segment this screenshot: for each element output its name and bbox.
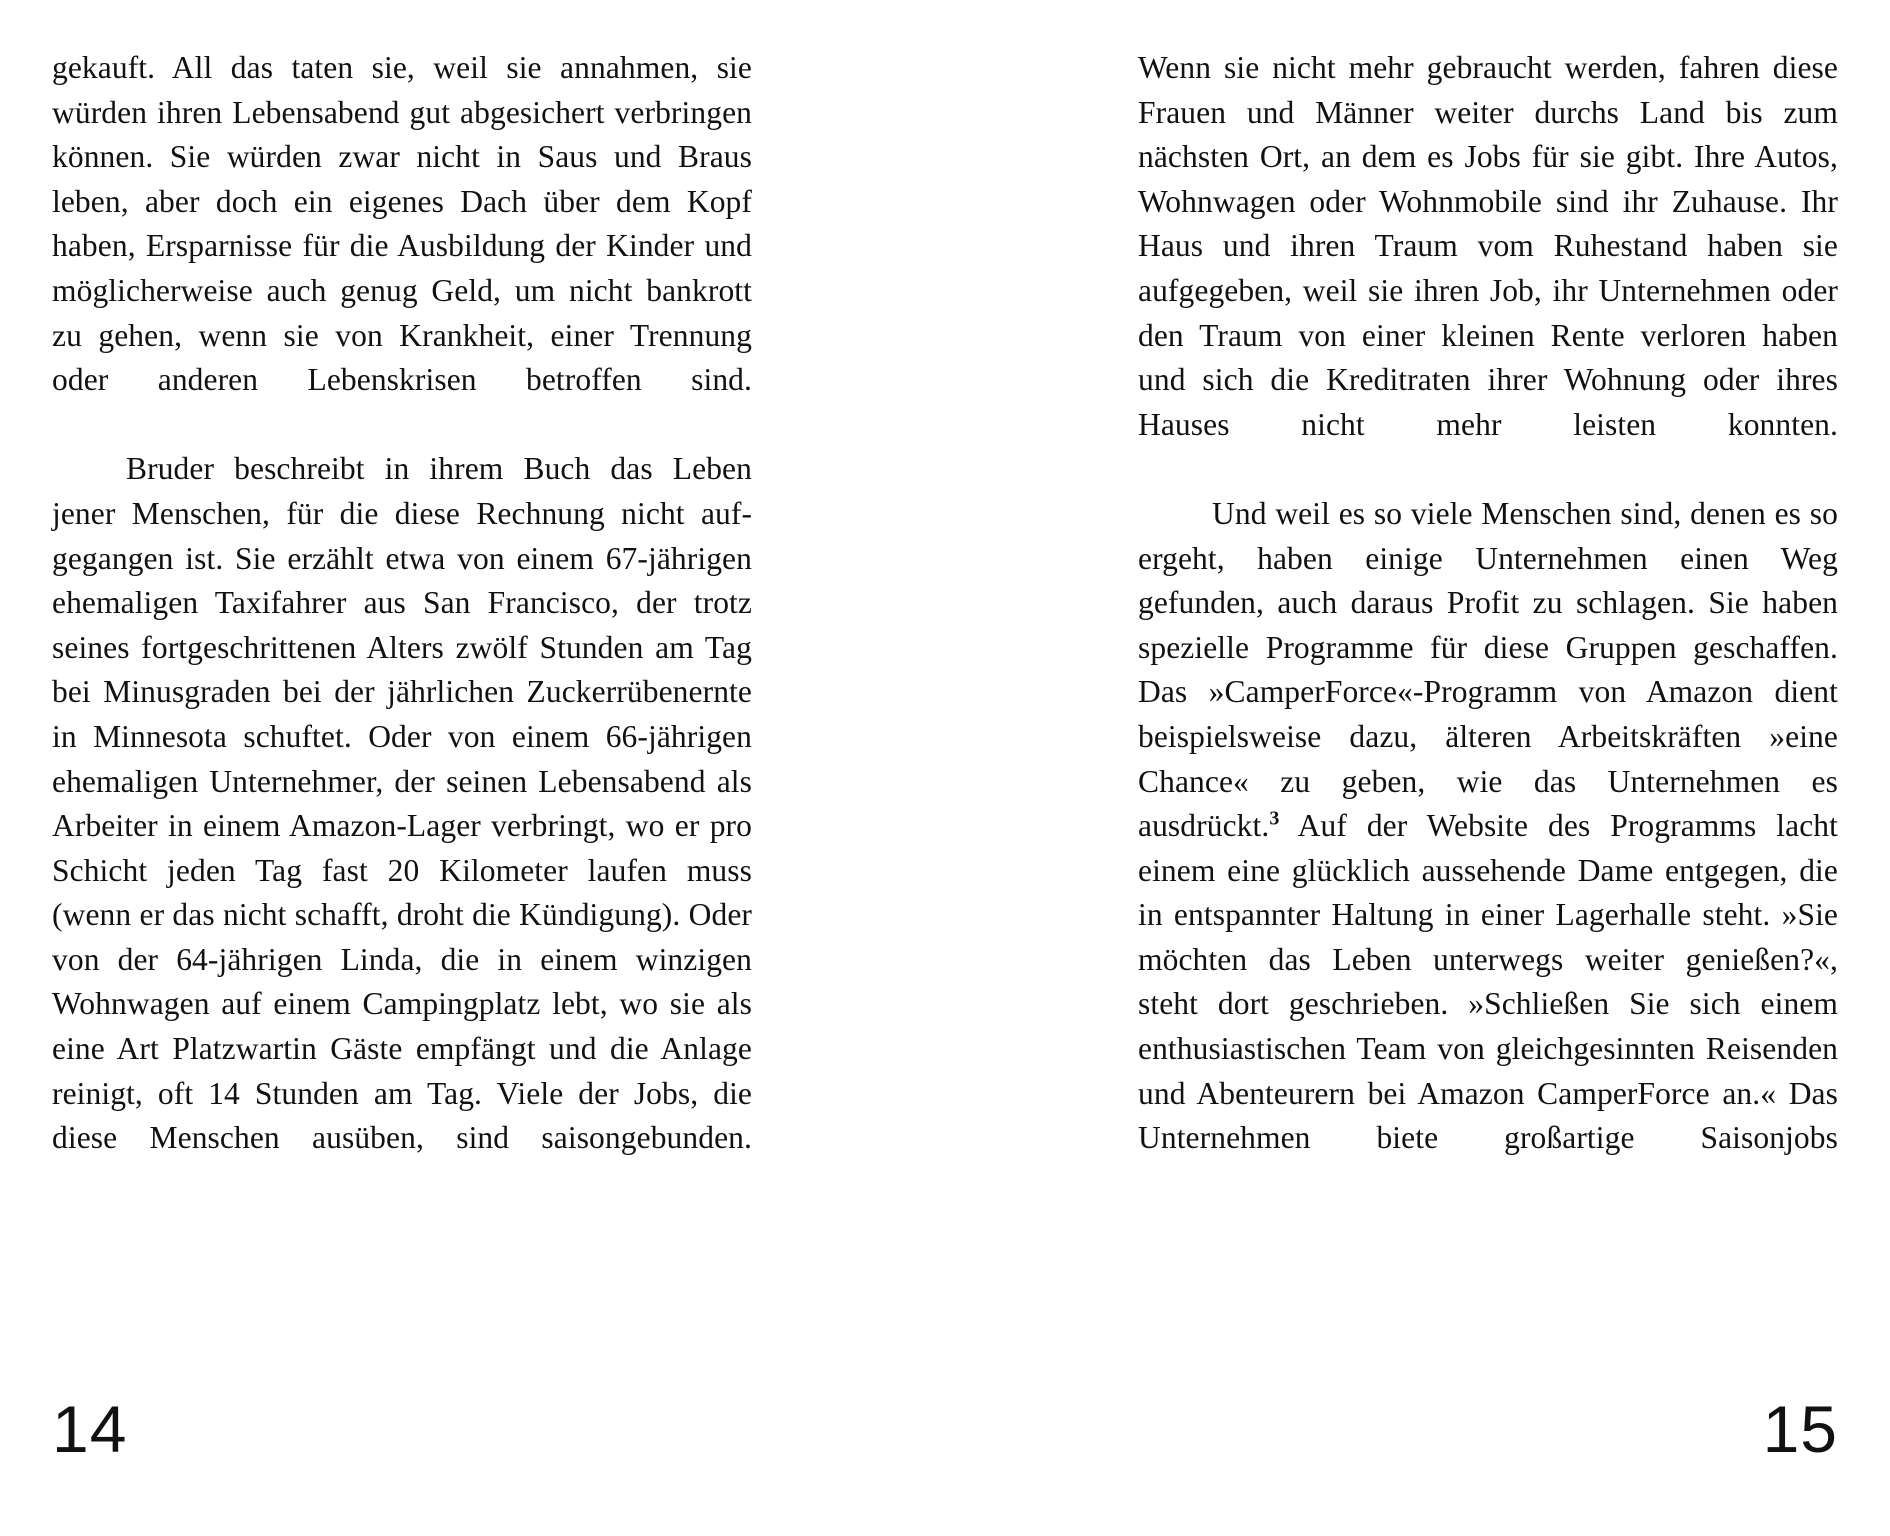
page-right — [945, 0, 1890, 1536]
paragraph: gekauft. All das taten sie, weil sie annahmen, sie würden ihren Lebensabend gut abgesichert verbringen können. Sie würden zwar nicht in Saus und Braus leben, aber doch ein eigenes Dach über dem Kopf haben, Ersparnisse für die Ausbildung der Kinder und möglicherweise auch genug Geld, um nicht bankrott zu gehen, wenn sie von Krankheit, einer Trennung oder anderen Lebenskrisen betroffen sind. — [52, 50, 752, 398]
text-column-right — [1138, 46, 1838, 1205]
paragraph: Wenn sie nicht mehr gebraucht werden, fahren diese Frauen und Männer weiter durchs Land bis zum nächsten Ort, an dem es Jobs für sie gibt. Ihre Autos, Wohnwagen oder Wohnmobile sind ihr Zuhause. Ihr Haus und ihren Traum vom Ruhestand haben sie aufgegeben, weil sie ihren Job, ihr Unternehmen oder den Traum von einer kleinen Rente verloren haben und sich die Kreditraten ihrer Wohnung oder ihres Hauses nicht mehr leisten konnten. — [1138, 50, 1838, 442]
paragraph-text-after-footnote: Auf der Website des Programms lacht einem eine glücklich aussehende Dame entgegen, die in entspannter Haltung in einer Lagerhalle steht. »Sie möchten das Leben unterwegs weiter genießen?«, steht dort geschrieben. »Schließen Sie sich einem enthusiastischen Team von gleichgesinnten Reisenden und Abenteurern bei Amazon CamperForce an.« Das Unternehmen biete großartige Saisonjobs — [1138, 808, 1838, 1156]
paragraph-text-before-footnote: Und weil es so viele Menschen sind, denen es so ergeht, haben einige Unternehmen einen Weg gefunden, auch daraus Profit zu schlagen. Sie haben spezielle Programme für diese Gruppen geschaffen. Das »CamperForce«-Programm von Amazon dient beispielsweise dazu, älteren Arbeitskräften »eine Chance« zu geben, wie das Unternehmen es ausdrückt. — [1138, 495, 1838, 844]
page-number-left: 14 — [52, 1392, 128, 1466]
text-column-left — [52, 46, 752, 1205]
paragraph: Bruder beschreibt in ihrem Buch das Leben jener Menschen, für die diese Rechnung nicht aufgegangen ist. Sie erzählt etwa von einem 67-jährigen ehemaligen Taxifahrer aus San Francisco, der trotz seines fortgeschrittenen Alters zwölf Stunden am Tag bei Minusgraden bei der jährlichen Zuckerrübenernte in Minnesota schuftet. Oder von einem 66-jährigen ehemaligen Unternehmer, der seinen Lebensabend als Arbeiter in einem Amazon-Lager verbringt, wo er pro Schicht jeden Tag fast 20 Kilometer laufen muss (wenn er das nicht schafft, droht die Kündigung). Oder von der 64-jährigen Linda, die in einem winzigen Wohnwagen auf einem Campingplatz lebt, wo sie als eine Art Platzwartin Gäste empfängt und die Anlage reinigt, oft 14 Stunden am Tag. Viele der Jobs, die diese Menschen ausüben, sind saisongebunden. — [52, 451, 752, 1156]
footnote-marker: 3 — [1269, 807, 1280, 830]
page-number-right: 15 — [1762, 1392, 1838, 1466]
paragraph-with-footnote — [1138, 492, 1838, 1206]
